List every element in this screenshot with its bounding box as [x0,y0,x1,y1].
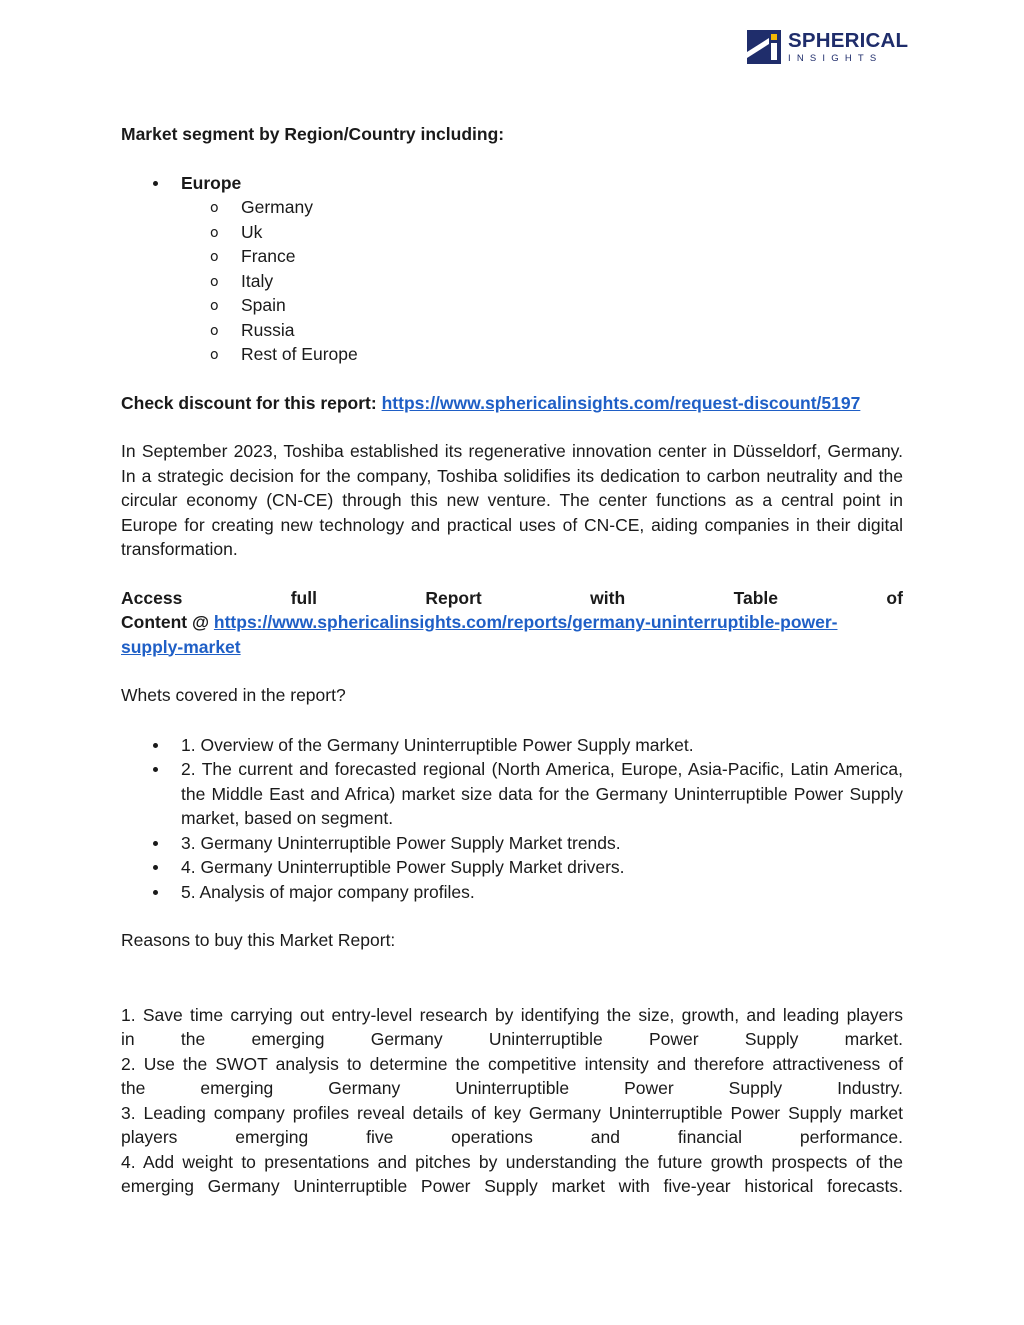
list-item: 2. The current and forecasted regional (North America, Europe, Asia-Pacific, Latin America, the Middle East and Africa) market size data for the Germany Uninterruptible Power Supply market, based on segment. [181,759,903,828]
country-item: o France [121,244,903,269]
reason-line: 4. Add weight to presentations and pitches by understanding the future growth prospects of the [121,1151,903,1172]
intro-paragraph: In September 2023, Toshiba established its regenerative innovation center in Düsseldorf, Germany. In a strategic decision for the company, Toshiba solidifies its dedication to carbon neutrality and the circular economy (CN-CE) through this new venture. The center functions as a central point in Europe for creating new technology and practical uses of CN-CE, aiding companies in their digital transformation. [121,441,903,559]
country-item: o Spain [121,293,903,318]
logo-subtitle: INSIGHTS [788,53,883,64]
circle-bullet-icon [121,220,241,245]
circle-bullet-icon [121,269,241,294]
reasons-list [121,1003,903,1199]
discount-line [121,391,903,416]
bullet-icon [121,171,181,196]
circle-bullet-icon [121,293,241,318]
circle-bullet-icon [121,195,241,220]
logo-name: SPHERICAL [788,28,909,52]
logo-mark-icon [747,30,781,64]
access-report-line: Access full Report with Table of [121,587,903,608]
circle-bullet-icon [121,342,241,367]
list-item: 4. Germany Uninterruptible Power Supply Market drivers. [181,857,625,877]
reason-line: 1. Save time carrying out entry-level research by identifying the size, growth, and leading players [121,1004,903,1025]
circle-bullet-icon [121,244,241,269]
circle-bullet-icon [121,318,241,343]
access-prefix: Content @ [121,612,210,632]
covered-heading: Whets covered in the report? [121,685,346,705]
document-body [121,120,903,1199]
country-item: o Uk [121,220,903,245]
list-item: 3. Germany Uninterruptible Power Supply Market trends. [181,832,621,853]
list-item: 1. Overview of the Germany Uninterruptible Power Supply market. [181,734,694,755]
reason-line: the emerging Germany Uninterruptible Power Supply Industry. [121,1078,903,1098]
discount-link[interactable]: https://www.sphericalinsights.com/request-discount/5197 [381,392,861,413]
list-item: 5. Analysis of major company profiles. [181,881,475,902]
country-item: o Germany [121,195,903,220]
country-item: o Italy [121,269,903,294]
reason-line: players emerging five operations and financial performance. [121,1127,903,1147]
country-item: o Russia [121,318,903,343]
covered-list [121,733,903,905]
reason-line: in the emerging Germany Uninterruptible Power Supply market. [121,1029,903,1049]
reason-line: 2. Use the SWOT analysis to determine the competitive intensity and therefore attractiveness of [121,1053,903,1074]
discount-label: Check discount for this report: [121,392,377,413]
region-item-europe [121,171,903,196]
access-content-line [121,610,903,659]
spherical-insights-logo [747,30,908,64]
country-item: o Rest of Europe [121,342,903,367]
country-list [121,195,903,367]
segment-heading: Market segment by Region/Country including: [121,124,505,144]
report-link[interactable]: https://www.sphericalinsights.com/reports/germany-uninterruptible-power- supply-market [121,612,838,657]
region-label: Europe [181,172,242,193]
reason-line: 3. Leading company profiles reveal details of key Germany Uninterruptible Power Supply market [121,1102,903,1123]
reasons-heading: Reasons to buy this Market Report: [121,930,396,950]
reason-line: emerging Germany Uninterruptible Power Supply market with five-year historical forecasts. [121,1176,903,1196]
